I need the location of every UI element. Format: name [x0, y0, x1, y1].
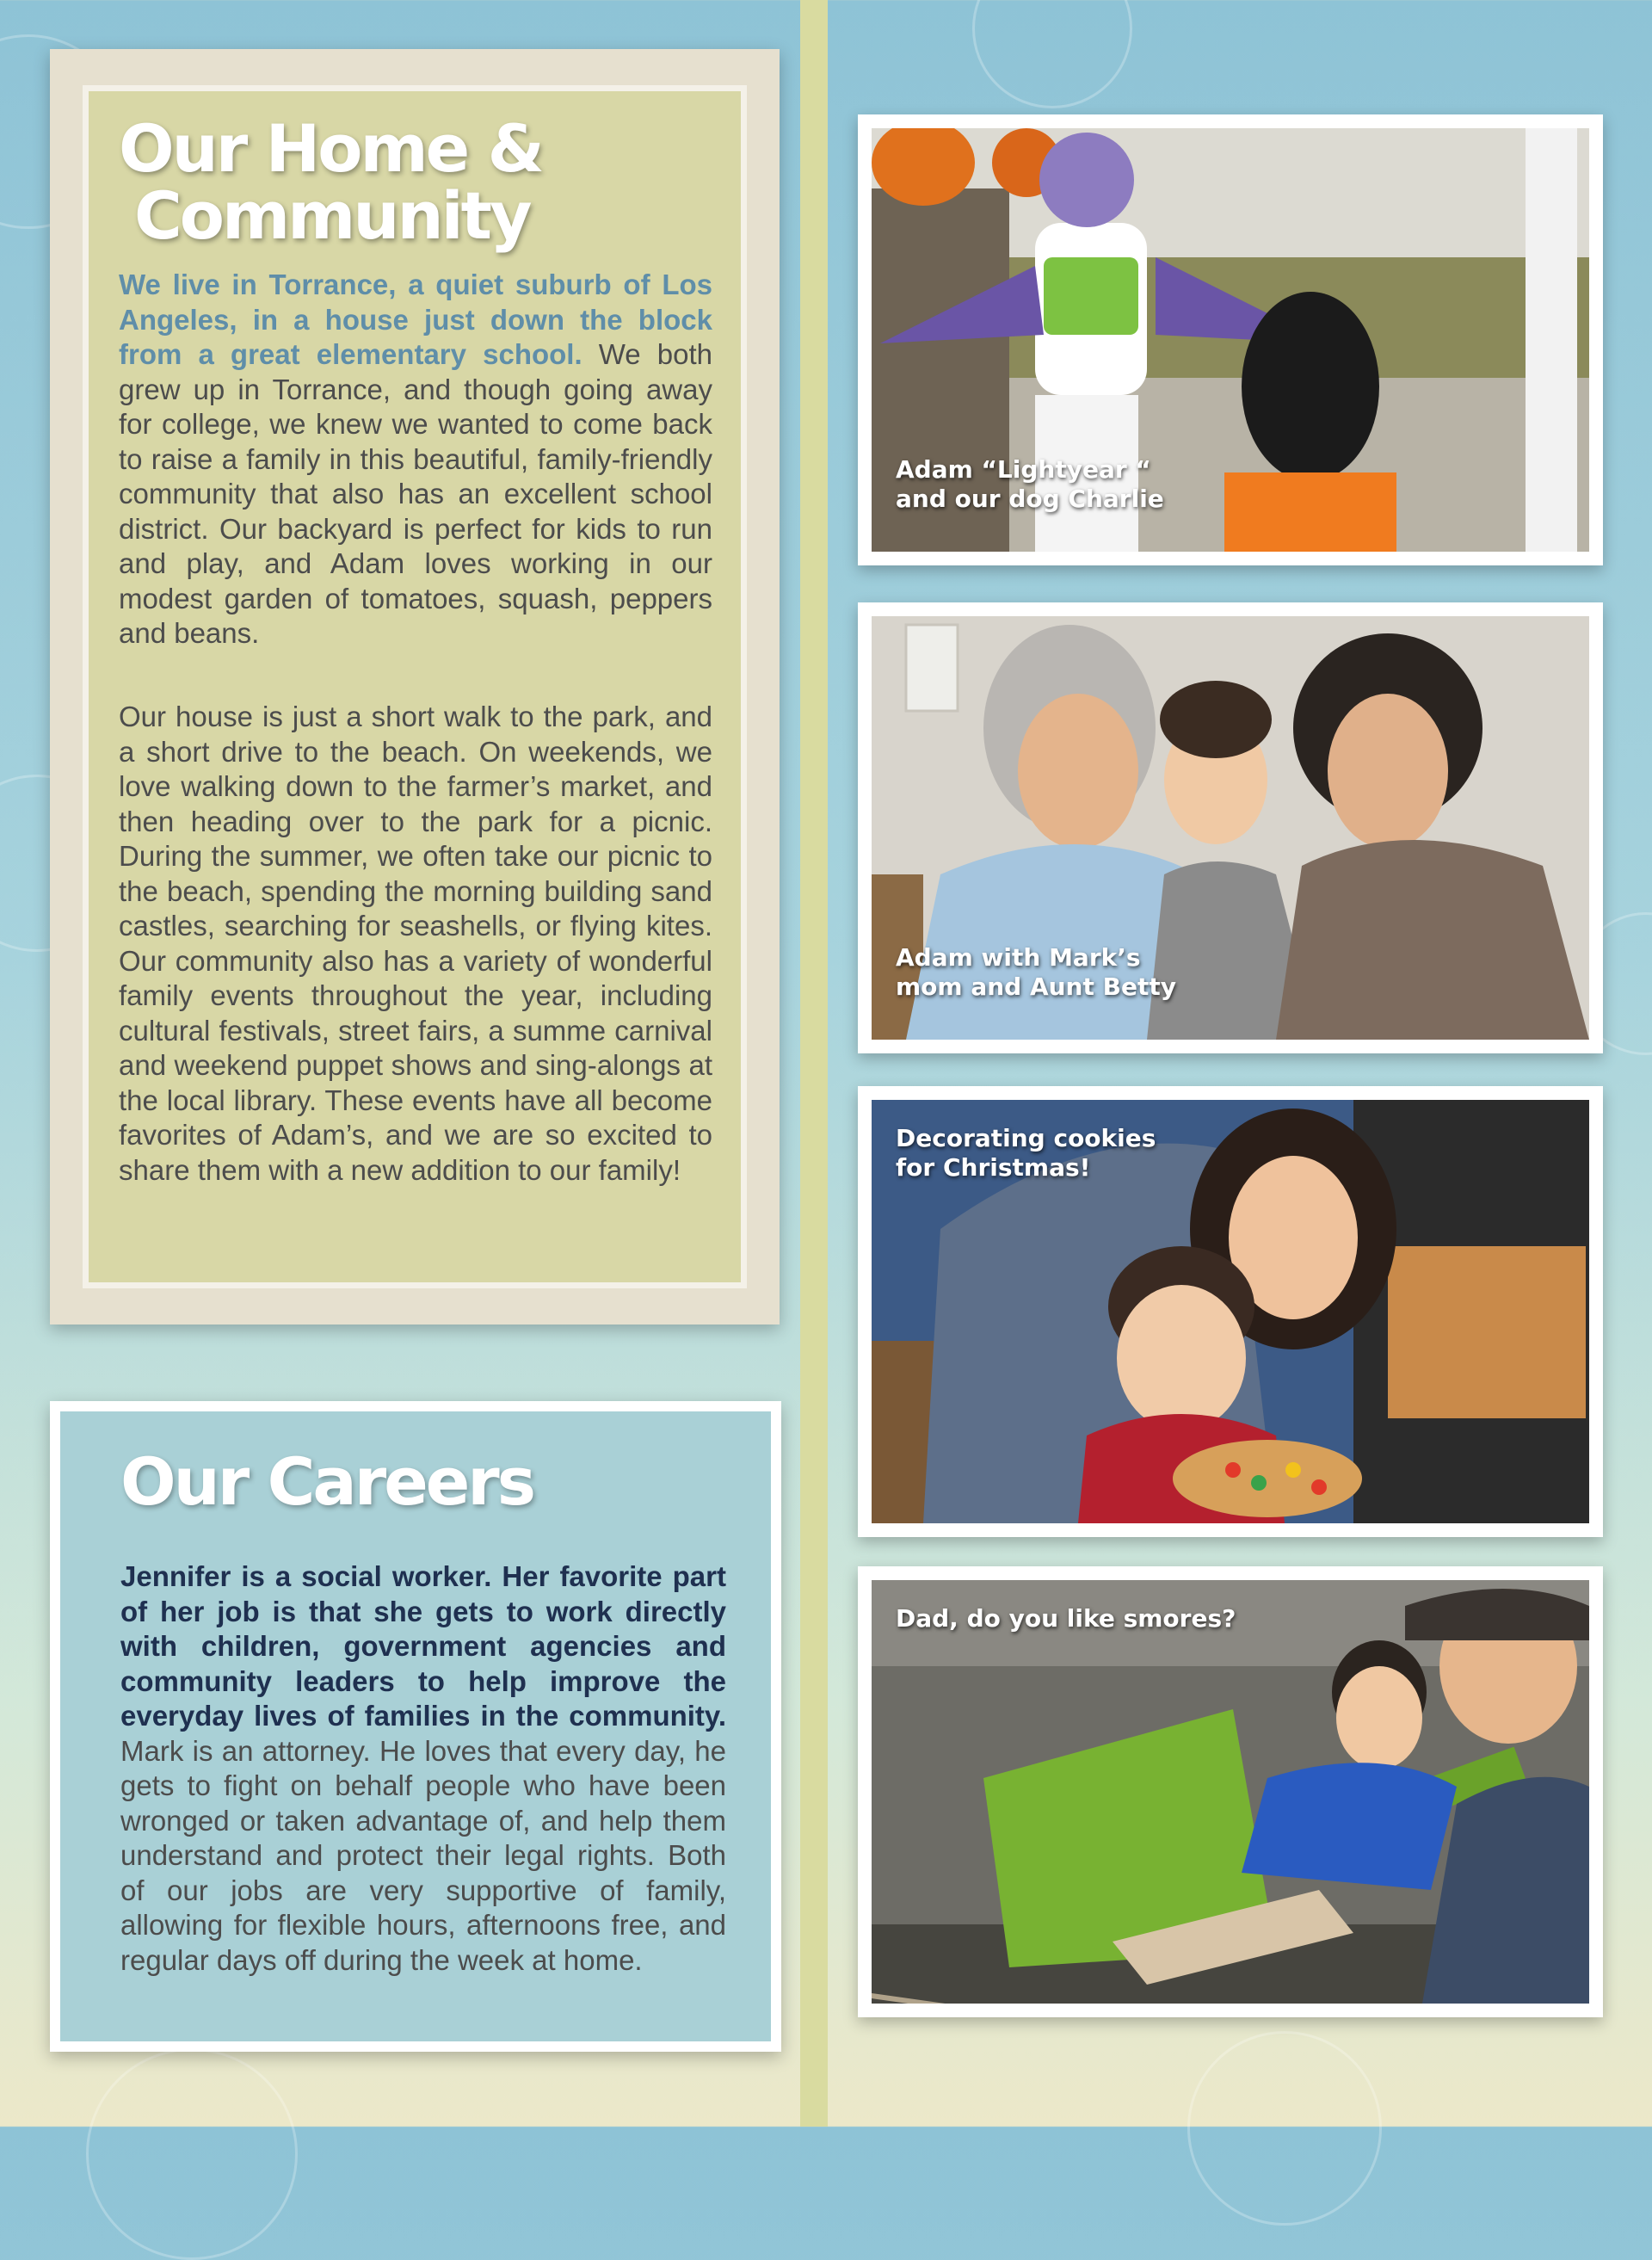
photo-caption-lightyear — [896, 455, 1164, 514]
home-community-panel — [50, 49, 780, 1325]
home-paragraph-1 — [119, 268, 712, 651]
background-flower-doodle — [86, 2048, 298, 2260]
caption-line: Decorating cookies — [896, 1124, 1156, 1152]
photo-frame-cookies — [858, 1086, 1603, 1537]
careers-lead-text: Jennifer is a social worker. Her favorite part of her job is that she gets to work directly with children, government agencies and community leaders to help improve the everyday lives of families in the community. — [120, 1560, 726, 1732]
photo-smores — [872, 1580, 1589, 2004]
caption-line: for Christmas! — [896, 1153, 1091, 1182]
caption-line: mom and Aunt Betty — [896, 973, 1176, 1001]
caption-line: Dad, do you like smores? — [896, 1604, 1236, 1633]
home-lead-text: We live in Torrance, a quiet suburb of Los Angeles, in a house just down the block from a great elementary school. — [119, 269, 712, 370]
home-community-title — [119, 110, 542, 254]
photo-frame-smores — [858, 1566, 1603, 2017]
photo-caption-cookies — [896, 1124, 1156, 1182]
photo-caption-family — [896, 943, 1176, 1002]
home-paragraph-1-rest: We both grew up in Torrance, and though going away for college, we knew we wanted to come back to raise a family in this beautiful, family-friendly community that also has an excellent school district. Our backyard is perfect for kids to run and play, and Adam loves working in our modest garden of tomatoes, squash, peppers and beans. — [119, 338, 713, 649]
careers-paragraph-rest: Mark is an attorney. He loves that every day, he gets to fight on behalf people who have been wronged or taken advantage of, and help them understand and protect their legal rights. Both of our jobs are very supportive of family, allowing for flexible hours, afternoons free, and regular days off during the week at home. — [120, 1734, 726, 1976]
home-title-line1: Our Home & — [119, 110, 542, 187]
photo-frame-family — [858, 602, 1603, 1053]
caption-line: and our dog Charlie — [896, 485, 1164, 513]
center-divider — [800, 0, 828, 2127]
careers-paragraph — [120, 1559, 726, 1978]
background-flower-doodle — [972, 0, 1132, 108]
careers-panel — [50, 1401, 781, 2052]
home-paragraph-2: Our house is just a short walk to the park, and a short drive to the beach. On weekends, we love walking down to the farmer’s market, and then heading over to the park for a picnic. During the summer, we often take our picnic to the beach, spending the morning building sand castles, searching for seashells, or flying kites. Our community also has a variety of wonderful family events throughout the year, including cultural festivals, street fairs, a summe carnival and weekend puppet shows and sing-alongs at the local library. These events have all become favorites of Adam’s, and we are so excited to share them with a new addition to our family! — [119, 701, 712, 1186]
caption-line: Adam with Mark’s — [896, 943, 1141, 972]
careers-title: Our Careers — [120, 1443, 533, 1520]
caption-line: Adam “Lightyear “ — [896, 455, 1151, 484]
background-flower-doodle — [1187, 2031, 1382, 2226]
photo-caption-smores — [896, 1604, 1236, 1633]
home-title-line2: Community — [134, 177, 530, 254]
photo-frame-lightyear — [858, 114, 1603, 565]
